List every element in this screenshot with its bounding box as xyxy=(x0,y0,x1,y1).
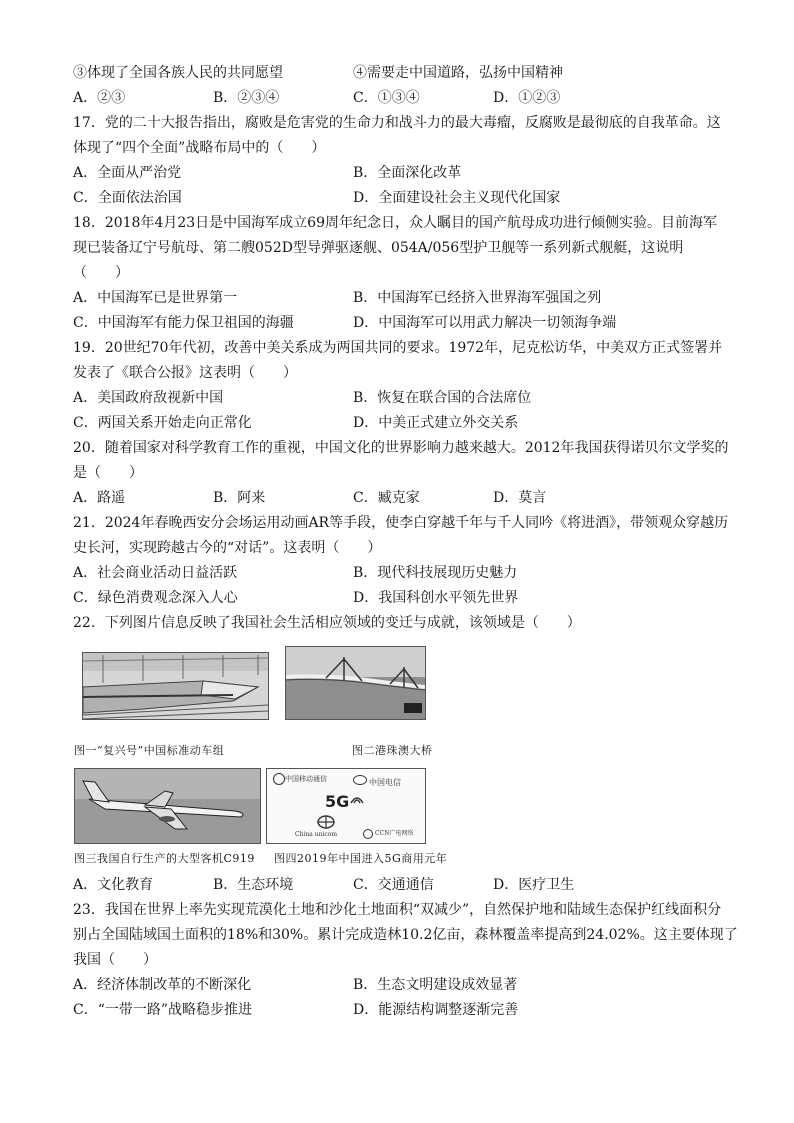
train-image xyxy=(83,653,268,719)
q23-option-a: A．经济体制改革的不断深化 xyxy=(73,977,252,993)
q16-option-d: D．①②③ xyxy=(493,90,561,106)
cmcc-logo-text: 中国移动通信 xyxy=(285,775,327,783)
caption-figure-2: 图二港珠澳大桥 xyxy=(352,744,433,757)
q23-stem-line-1: 23．我国在世界上率先实现荒漠化土地和沙化土地面积“双减少”，自然保护地和陆域生态保护红线面积分 xyxy=(73,902,722,918)
q21-stem-line-2: 史长河，实现跨越古今的“对话”。这表明（ ） xyxy=(73,540,382,556)
q19-option-d: D．中美正式建立外交关系 xyxy=(353,415,519,431)
q18-option-d: D．中国海军可以用武力解决一切领海争端 xyxy=(353,315,617,331)
q21-option-a: A．社会商业活动日益活跃 xyxy=(73,565,238,581)
q17-stem-line-1: 17．党的二十大报告指出，腐败是危害党的生命力和战斗力的最大毒瘤，反腐败是最彻底的自我革命。这 xyxy=(73,115,721,131)
q20-stem-line-2: 是（ ） xyxy=(73,465,143,481)
q18-stem-line-3: （ ） xyxy=(73,265,129,281)
ccn-logo-icon xyxy=(363,829,373,839)
q16-item-3: ③体现了全国各族人民的共同愿望 xyxy=(73,65,283,81)
q16-option-c: C．①③④ xyxy=(353,90,420,106)
cmcc-logo-icon xyxy=(273,773,285,785)
hzmb-bridge-photo xyxy=(285,646,426,720)
q18-option-c: C．中国海军有能力保卫祖国的海疆 xyxy=(73,315,294,331)
caption-figure-4: 图四2019年中国进入5G商用元年 xyxy=(274,852,448,865)
q18-stem-line-2: 现已装备辽宁号航母、第二艘052D型导弹驱逐舰、054A/056型护卫舰等一系列新式舰艇，这说明 xyxy=(73,240,684,256)
c919-airplane-photo xyxy=(74,768,261,844)
ct-logo-icon xyxy=(353,775,367,785)
fuxing-train-photo xyxy=(82,652,269,720)
q16-option-b: B．②③④ xyxy=(213,90,280,106)
ccn-logo-text: CCN广电网络 xyxy=(375,830,414,837)
q19-stem-line-2: 发表了《联合公报》这表明（ ） xyxy=(73,365,297,381)
cu-logo-text: China unicom xyxy=(295,831,338,838)
q19-option-b: B．恢复在联合国的合法席位 xyxy=(353,390,532,406)
q22-option-b: B．生态环境 xyxy=(213,877,294,893)
q16-option-a: A．②③ xyxy=(73,90,126,106)
q19-option-c: C．两国关系开始走向正常化 xyxy=(73,415,252,431)
q21-stem-line-1: 21．2024年春晚西安分会场运用动画AR等手段，使李白穿越千年与千人同吟《将进酒》，带领观众穿越历 xyxy=(73,515,729,531)
q20-option-d: D．莫言 xyxy=(493,490,547,506)
q17-option-d: D．全面建设社会主义现代化国家 xyxy=(353,190,561,206)
signal-icon xyxy=(349,791,365,805)
q17-option-a: A．全面从严治党 xyxy=(73,165,182,181)
5g-logos-photo xyxy=(266,768,426,844)
bridge-image xyxy=(286,647,425,719)
5g-label: 5G xyxy=(325,792,350,811)
q22-option-d: D．医疗卫生 xyxy=(493,877,575,893)
q20-stem-line-1: 20．随着国家对科学教育工作的重视，中国文化的世界影响力越来越大。2012年我国获得诺贝尔文学奖的 xyxy=(73,440,729,456)
q20-option-c: C．臧克家 xyxy=(353,490,420,506)
q19-stem-line-1: 19．20世纪70年代初，改善中美关系成为两国共同的要求。1972年，尼克松访华，中美双方正式签署并 xyxy=(73,340,723,356)
q23-option-c: C．“一带一路”战略稳步推进 xyxy=(73,1002,253,1018)
q16-item-4: ④需要走中国道路，弘扬中国精神 xyxy=(353,65,563,81)
q23-stem-line-3: 我国（ ） xyxy=(73,952,157,968)
q20-option-b: B．阿来 xyxy=(213,490,266,506)
q21-option-d: D．我国科创水平领先世界 xyxy=(353,590,519,606)
q23-stem-line-2: 别占全国陆域国土面积的18%和30%。累计完成造林10.2亿亩，森林覆盖率提高到24.02%。这主要体现了 xyxy=(73,927,738,943)
q18-stem-line-1: 18．2018年4月23日是中国海军成立69周年纪念日，众人瞩目的国产航母成功进行倾侧实验。目前海军 xyxy=(73,215,717,231)
q19-option-a: A．美国政府敌视新中国 xyxy=(73,390,224,406)
q22-option-c: C．交通通信 xyxy=(353,877,434,893)
q20-option-a: A．路遥 xyxy=(73,490,126,506)
caption-figure-1: 图一“复兴号”中国标准动车组 xyxy=(74,744,225,757)
q21-option-c: C．绿色消费观念深入人心 xyxy=(73,590,238,606)
caption-figure-3: 图三我国自行生产的大型客机C919 xyxy=(74,852,255,865)
q18-option-b: B．中国海军已经挤入世界海军强国之列 xyxy=(353,290,602,306)
q17-stem-line-2: 体现了“四个全面”战略布局中的（ ） xyxy=(73,140,326,156)
q21-option-b: B．现代科技展现历史魅力 xyxy=(353,565,518,581)
cu-knot-icon xyxy=(317,815,335,829)
q22-option-a: A．文化教育 xyxy=(73,877,154,893)
airplane-image xyxy=(75,769,260,843)
ct-logo-text: 中国电信 xyxy=(369,778,401,787)
q22-stem: 22．下列图片信息反映了我国社会生活相应领域的变迁与成就，该领域是（ ） xyxy=(73,615,581,631)
q23-option-b: B．生态文明建设成效显著 xyxy=(353,977,518,993)
q23-option-d: D．能源结构调整逐渐完善 xyxy=(353,1002,519,1018)
q18-option-a: A．中国海军已是世界第一 xyxy=(73,290,238,306)
q17-option-c: C．全面依法治国 xyxy=(73,190,182,206)
q17-option-b: B．全面深化改革 xyxy=(353,165,462,181)
